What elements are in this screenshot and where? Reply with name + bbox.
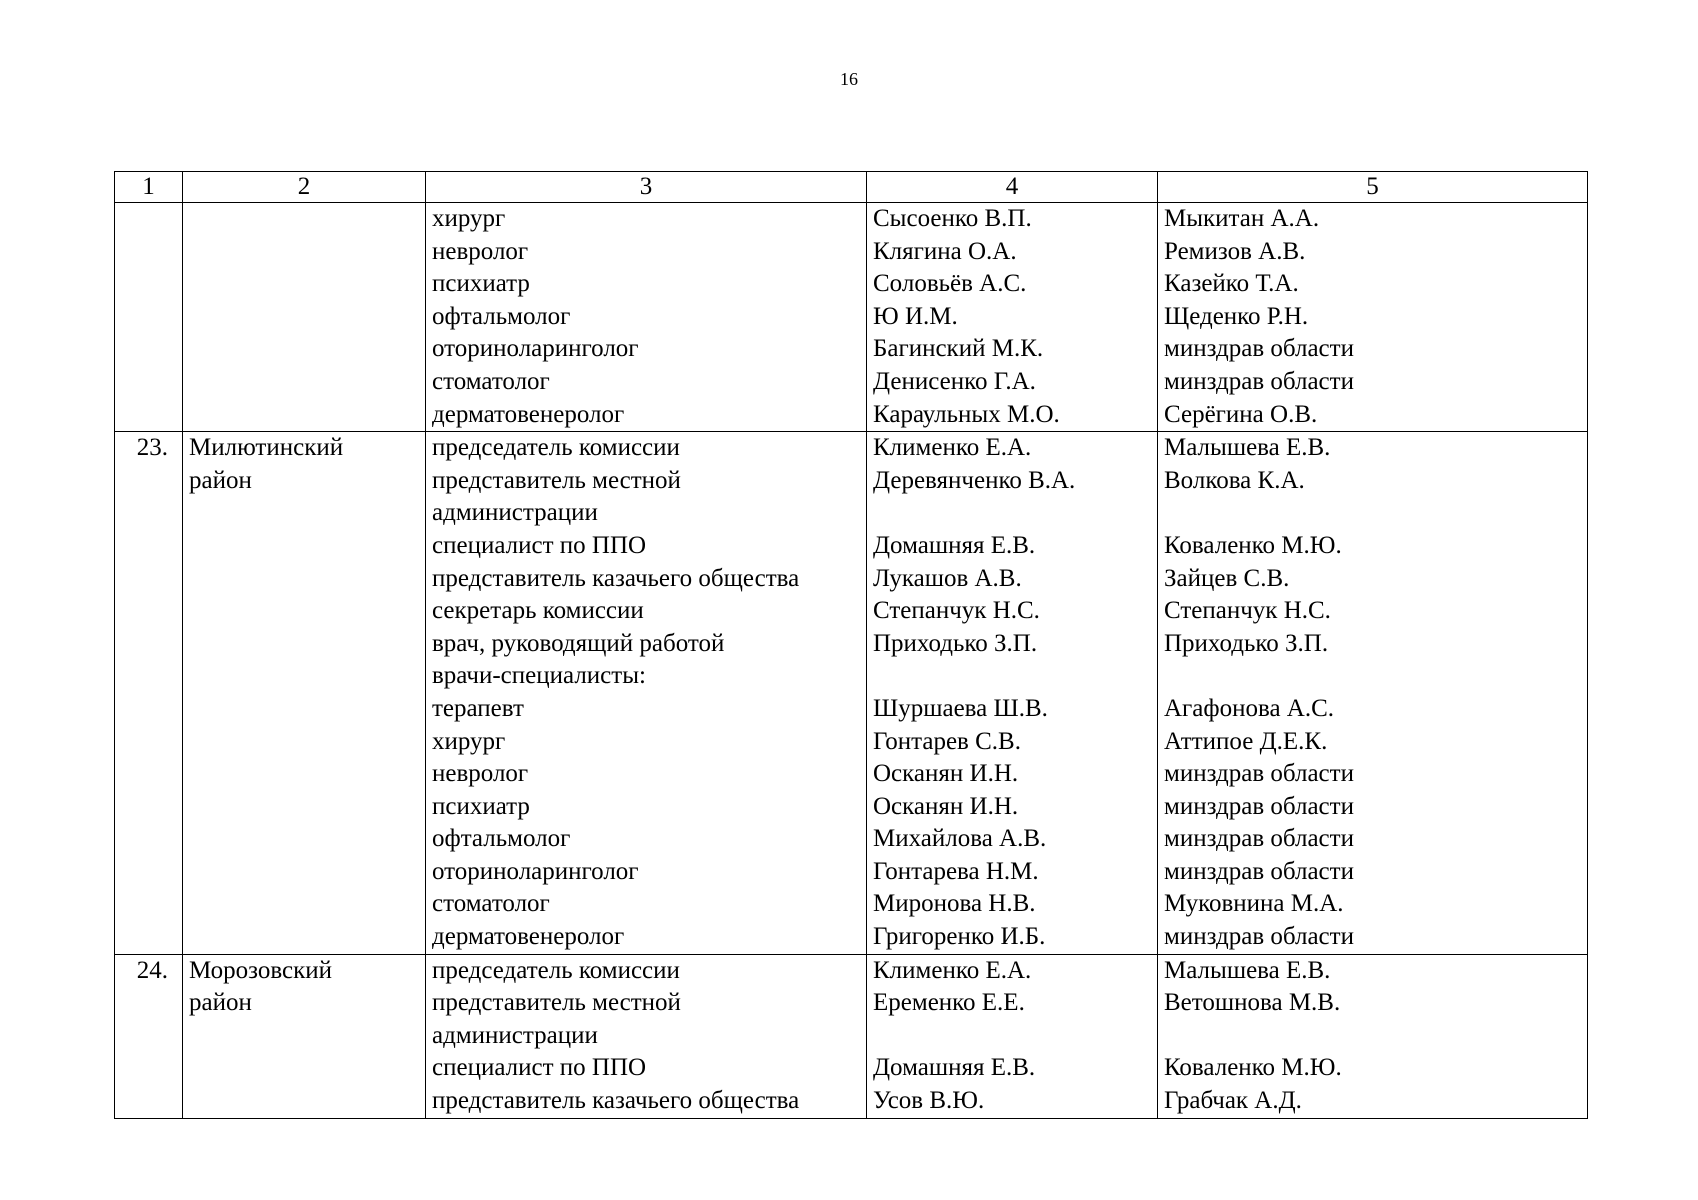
table-row [115,432,1588,955]
roles-line: хирург [432,727,506,755]
district-line: Милютинский [189,434,344,462]
roles-line: дерматовенеролог [432,400,625,428]
header-col-4: 4 [867,172,1158,203]
row-number-cell [115,432,183,955]
main-member-line: Миронова Н.В. [873,890,1036,918]
roles-line: стоматолог [432,367,550,395]
reserve-member-line: Казейко Т.А. [1164,270,1299,298]
reserve-member-line: минздрав области [1164,923,1354,951]
roles-line: врачи-специалисты: [432,662,646,690]
reserve-member-line: Малышева Е.В. [1164,434,1331,462]
main-member-line [867,1020,1157,1053]
roles-line: представитель казачьего общества [432,564,800,592]
main-member-line: Усов В.Ю. [873,1087,985,1115]
roles-line: дерматовенеролог [432,923,625,951]
main-member-line: Ю И.М. [873,302,958,330]
page-number: 16 [840,69,858,89]
reserve-member-line: Коваленко М.Ю. [1164,531,1342,559]
main-member-line: Еременко Е.Е. [873,989,1025,1017]
row-number-cell [115,954,183,1118]
header-col-1: 1 [115,172,183,203]
main-member-line: Григоренко И.Б. [873,923,1046,951]
header-col-3: 3 [426,172,867,203]
main-member-line: Караульных М.О. [873,400,1060,428]
roles-line: стоматолог [432,890,550,918]
reserve-member-line: минздрав области [1164,857,1354,885]
main-member-line: Домашняя Е.В. [873,1054,1036,1082]
row-number-line [115,203,182,236]
main-member-line: Денисенко Г.А. [873,367,1036,395]
main-member-cell [867,432,1158,955]
district-line [183,203,425,236]
roles-line: невролог [432,237,529,265]
district-cell [183,432,426,955]
district-cell [183,203,426,432]
main-member-line: Соловьёв А.С. [873,270,1027,298]
main-member-line: Клягина О.А. [873,237,1017,265]
main-member-line: Деревянченко В.А. [873,466,1076,494]
reserve-member-line: минздрав области [1164,335,1354,363]
main-member-line: Михайлова А.В. [873,825,1047,853]
reserve-member-line [1158,660,1587,693]
row-number-cell [115,203,183,432]
roles-line: психиатр [432,270,530,298]
main-member-line: Сысоенко В.П. [873,205,1032,232]
roles-line: оториноларинголог [432,335,639,363]
roles-line: представитель местной [432,989,681,1017]
roles-cell [426,954,867,1118]
main-member-cell [867,203,1158,432]
roles-cell [426,432,867,955]
header-col-5: 5 [1158,172,1588,203]
roles-line: офтальмолог [432,302,571,330]
main-member-line [867,660,1157,693]
reserve-member-line: минздрав области [1164,760,1354,788]
roles-line: терапевт [432,694,524,722]
reserve-member-cell [1158,203,1588,432]
reserve-member-line: Ветошнова М.В. [1164,989,1341,1017]
reserve-member-line: Волкова К.А. [1164,466,1305,494]
main-member-cell [867,954,1158,1118]
row-number-line: 23. [136,434,168,462]
main-member-line: Осканян И.Н. [873,792,1019,820]
main-member-line [867,497,1157,530]
roles-line: оториноларинголог [432,857,639,885]
roles-line: невролог [432,760,529,788]
roles-line: представитель местной [432,466,681,494]
roles-line: специалист по ППО [432,531,647,559]
district-line: район [189,466,252,494]
reserve-member-line: Агафонова А.С. [1164,694,1335,722]
reserve-member-line: Грабчак А.Д. [1164,1087,1302,1115]
commission-table [114,171,1588,1119]
reserve-member-cell [1158,432,1588,955]
main-member-line: Осканян И.Н. [873,760,1019,788]
roles-line: специалист по ППО [432,1054,647,1082]
reserve-member-line: минздрав области [1164,367,1354,395]
header-col-2: 2 [183,172,426,203]
table-body [115,203,1588,1119]
district-line: район [189,989,252,1017]
reserve-member-line: Коваленко М.Ю. [1164,1054,1342,1082]
main-member-line: Степанчук Н.С. [873,597,1040,625]
reserve-member-line: минздрав области [1164,792,1354,820]
reserve-member-line: Муковнина М.А. [1164,890,1344,918]
roles-line: офтальмолог [432,825,571,853]
reserve-member-cell [1158,954,1588,1118]
main-member-line: Багинский М.К. [873,335,1044,363]
reserve-member-line: Приходько З.П. [1164,629,1329,657]
roles-line: администрации [432,499,598,527]
roles-line: представитель казачьего общества [432,1087,800,1115]
reserve-member-line: минздрав области [1164,825,1354,853]
reserve-member-line [1158,1020,1587,1053]
header-row [115,172,1588,203]
roles-line: секретарь комиссии [432,597,644,625]
reserve-member-line: Степанчук Н.С. [1164,597,1331,625]
reserve-member-line: Малышева Е.В. [1164,956,1331,984]
reserve-member-line: Аттипое Д.Е.К. [1164,727,1328,755]
roles-line: администрации [432,1021,598,1049]
reserve-member-line: Мыкитан А.А. [1164,205,1320,232]
roles-line: председатель комиссии [432,434,680,462]
roles-line: врач, руководящий работой [432,629,725,657]
roles-line: хирург [432,205,506,232]
main-member-line: Клименко Е.А. [873,956,1032,984]
roles-line: психиатр [432,792,530,820]
main-member-line: Лукашов А.В. [873,564,1022,592]
main-member-line: Домашняя Е.В. [873,531,1036,559]
reserve-member-line: Зайцев С.В. [1164,564,1290,592]
main-member-line: Гонтарева Н.М. [873,857,1039,885]
main-member-line: Клименко Е.А. [873,434,1032,462]
district-line: Морозовский [189,956,332,984]
reserve-member-line: Щеденко Р.Н. [1164,302,1309,330]
table-row [115,203,1588,432]
main-member-line: Шуршаева Ш.В. [873,694,1048,722]
roles-cell [426,203,867,432]
main-member-line: Гонтарев С.В. [873,727,1021,755]
reserve-member-line [1158,497,1587,530]
roles-line: председатель комиссии [432,956,680,984]
table-row [115,954,1588,1118]
row-number-line: 24. [136,956,168,984]
district-cell [183,954,426,1118]
reserve-member-line: Серёгина О.В. [1164,400,1318,428]
main-member-line: Приходько З.П. [873,629,1038,657]
reserve-member-line: Ремизов А.В. [1164,237,1306,265]
